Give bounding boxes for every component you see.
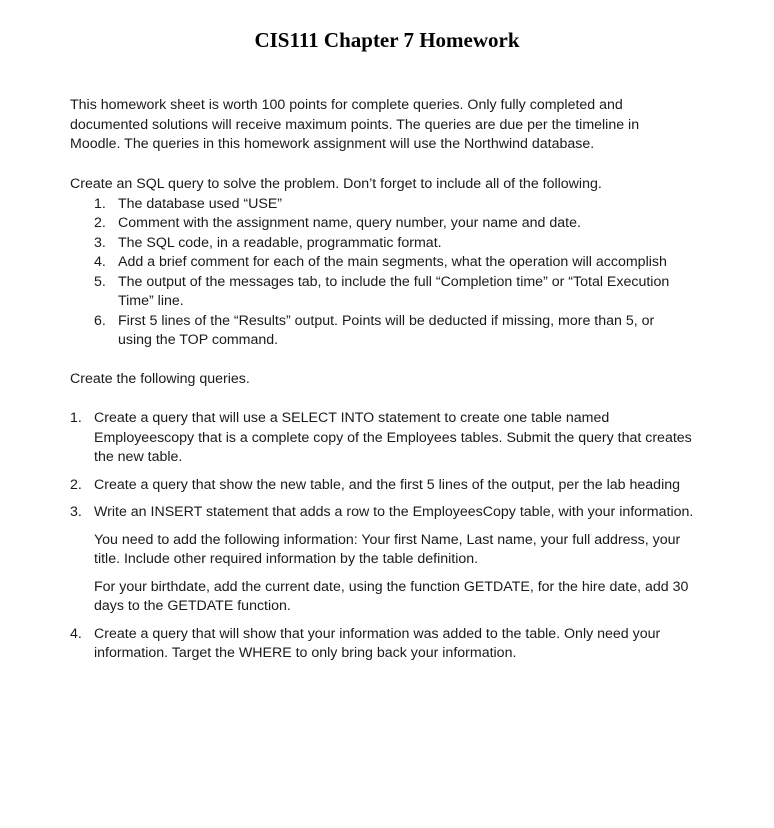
queries-list: [70, 409, 700, 672]
instructions-section: [70, 175, 690, 351]
query-item: [70, 625, 700, 664]
page-title: CIS111 Chapter 7 Homework: [254, 28, 520, 52]
requirement-number: 6.: [94, 312, 106, 329]
query-item: [70, 503, 700, 617]
query-number: 3.: [70, 504, 82, 520]
query-item: [70, 409, 700, 468]
query-text: Create a query that will use a SELECT INTO statement to create one table named Employeescopy that is a complete copy of the Employees tables. Submit the query that creates the new table.: [94, 410, 692, 465]
requirements-list: [70, 195, 690, 351]
requirement-text: The SQL code, in a readable, programmatic format.: [118, 234, 442, 251]
requirement-item: [70, 253, 690, 273]
query-number: 1.: [70, 410, 82, 426]
requirement-text: Add a brief comment for each of the main segments, what the operation will accomplish: [118, 254, 667, 270]
requirement-number: 5.: [94, 273, 106, 290]
requirement-number: 1.: [94, 195, 106, 212]
query-number: 2.: [70, 476, 82, 493]
intro-paragraph: This homework sheet is worth 100 points for complete queries. Only fully completed and documented solutions will receive maximum points. The queries are due per the timeline in Moodle. The queries in this homework assignment will use the Northwind database.: [70, 97, 640, 152]
requirement-text: The output of the messages tab, to include the full “Completion time” or “Total Execution Time” line.: [118, 273, 670, 309]
query-detail: For your birthdate, add the current date, using the function GETDATE, for the hire date, add 30 days to the GETDATE function.: [94, 578, 689, 614]
query-text: Create a query that will show that your information was added to the table. Only need your information. Target the WHERE to only bring back your information.: [94, 625, 661, 661]
query-number: 4.: [70, 625, 82, 642]
query-item: [70, 476, 700, 496]
requirement-item: [70, 273, 690, 312]
requirement-number: 4.: [94, 254, 106, 270]
requirement-number: 2.: [94, 215, 106, 231]
requirement-item: [70, 195, 690, 215]
query-detail: You need to add the following information: Your first Name, Last name, your full address, your title. Include other required information by the table definition.: [94, 531, 681, 567]
requirement-item: [70, 312, 690, 351]
requirement-item: [70, 214, 690, 234]
requirement-text: The database used “USE”: [118, 195, 283, 212]
requirement-text: First 5 lines of the “Results” output. Points will be deducted if missing, more than 5, or using the TOP command.: [118, 312, 655, 348]
query-text: Create a query that show the new table, and the first 5 lines of the output, per the lab heading: [94, 476, 681, 493]
query-text: Write an INSERT statement that adds a row to the EmployeesCopy table, with your information.: [94, 504, 694, 520]
requirement-number: 3.: [94, 234, 106, 251]
instructions-lead: Create an SQL query to solve the problem. Don’t forget to include all of the following.: [70, 176, 602, 192]
queries-heading: Create the following queries.: [70, 371, 250, 387]
requirement-text: Comment with the assignment name, query number, your name and date.: [118, 215, 581, 231]
requirement-item: [70, 234, 690, 254]
